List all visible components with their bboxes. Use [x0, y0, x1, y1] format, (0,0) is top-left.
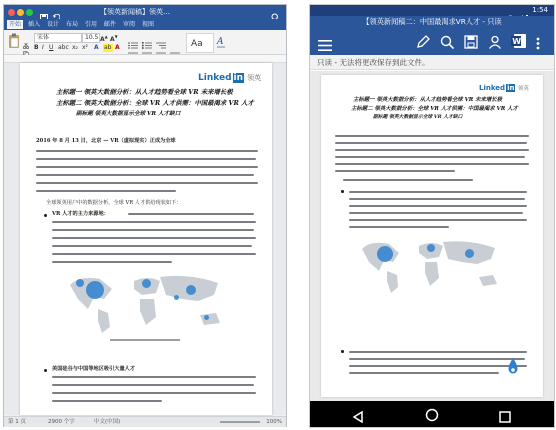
word-app-icon[interactable] — [511, 33, 527, 49]
heading-2: 主标题二 领英大数据分析：全球 VR 人才供需：中国最渴求 VR 人才 — [56, 99, 254, 107]
window-title: 【领英新闻稿】领英… — [100, 8, 170, 16]
share-person-icon[interactable] — [488, 34, 502, 48]
heading-1: 主标题一 领英大数据分析：从人才趋势看全球 VR 未来增长极 — [353, 97, 503, 103]
ribbon — [4, 30, 286, 55]
bullet-dot — [44, 369, 47, 372]
styles-pane-icon[interactable] — [216, 33, 226, 51]
body-line — [52, 376, 256, 378]
world-map-figure — [357, 235, 507, 295]
svg-text:W: W — [512, 37, 522, 46]
android-phone — [309, 4, 555, 428]
tab-references[interactable]: 引用 — [85, 21, 98, 28]
heading-3: 副标题 领英大数据显示全球 VR 人才缺口 — [373, 114, 463, 120]
body-line — [36, 190, 176, 192]
save-icon[interactable] — [464, 34, 478, 48]
back-icon[interactable] — [352, 408, 364, 420]
document-page[interactable] — [321, 75, 543, 397]
italic-button[interactable]: I — [42, 44, 44, 51]
body-line — [52, 229, 254, 231]
body-line — [335, 142, 527, 144]
zoom-slider[interactable] — [220, 421, 260, 423]
zoom-level[interactable]: 100% — [266, 419, 282, 425]
linkedin-logo: Linked in 领英 — [198, 73, 262, 83]
status-page[interactable]: 第 1 页 — [8, 419, 26, 425]
zoom-window-button[interactable] — [26, 9, 33, 16]
paste-icon[interactable] — [8, 33, 20, 49]
body-line — [52, 392, 256, 394]
date-line: 2016 年 8 月 13 日，北京 — VR（虚拟现实）正成为全球 — [36, 138, 176, 144]
underline-button[interactable]: U — [49, 44, 54, 51]
body-line — [335, 163, 529, 165]
search-icon[interactable] — [440, 34, 454, 48]
body-line — [335, 156, 525, 158]
status-words[interactable]: 2900 个字 — [48, 419, 75, 425]
body-line — [52, 253, 256, 255]
bold-button[interactable]: B — [34, 44, 39, 51]
document-title: 【领英新闻稿二：中国最渴求VR人才 - 只读 — [310, 16, 554, 28]
align-right-icon[interactable] — [156, 44, 166, 51]
body-line — [335, 149, 529, 151]
save-icon[interactable] — [40, 7, 48, 15]
tab-design[interactable]: 设计 — [47, 21, 60, 28]
bullet-1-title: VR 人才的主力来源地： — [52, 211, 109, 217]
read-only-banner: 只读 - 无法将更改保存到此文件。 — [310, 55, 554, 70]
font-color-button[interactable]: A — [115, 44, 120, 51]
svg-text:A: A — [217, 37, 224, 47]
body-line — [343, 179, 473, 181]
tab-review[interactable]: 审阅 — [123, 21, 136, 28]
strikethrough-button[interactable]: abc — [58, 44, 69, 51]
tab-insert[interactable]: 插入 — [28, 21, 41, 28]
signal-icon — [516, 7, 523, 14]
app-toolbar — [310, 28, 554, 55]
status-language[interactable]: 中文(中国) — [94, 419, 121, 425]
drop-cursor-icon[interactable] — [507, 357, 519, 375]
map-bubble — [186, 285, 196, 295]
undo-icon[interactable] — [52, 7, 60, 15]
map-bubble — [174, 295, 179, 300]
align-left-icon[interactable] — [128, 44, 138, 51]
status-bar — [4, 416, 286, 427]
bullets-icon[interactable] — [128, 34, 138, 41]
figure-caption — [110, 339, 180, 341]
android-status-bar — [310, 5, 554, 16]
text-effects-button[interactable]: A — [94, 44, 99, 51]
numbering-icon[interactable] — [142, 34, 152, 41]
body-line — [36, 158, 256, 160]
bullet-2-title: 美国硅谷与中国等地区吸引大量人才 — [52, 366, 136, 372]
tab-home[interactable]: 开始 — [9, 21, 22, 28]
title-bar — [4, 5, 286, 19]
body-line — [36, 166, 258, 168]
recents-icon[interactable] — [499, 408, 511, 420]
body-line — [335, 135, 529, 137]
map-bubble — [204, 315, 209, 320]
body-line — [349, 358, 525, 360]
world-map-figure — [64, 269, 232, 335]
map-bubble — [465, 249, 474, 258]
word-window — [3, 4, 287, 427]
heading-2: 主标题二 领英大数据分析：全球 VR 人才供需：中国最渴求 VR 人才 — [351, 106, 518, 112]
wifi-icon — [507, 7, 514, 14]
body-line — [349, 191, 527, 193]
body-line — [52, 245, 252, 247]
intro-line: 全球领英用户中的数据分析，全球 VR 人才供给现状如下： — [46, 200, 182, 206]
heading-1: 主标题一 领英大数据分析：从人才趋势看全球 VR 未来增长极 — [56, 88, 233, 96]
body-line — [349, 372, 499, 374]
copy-icon[interactable] — [23, 42, 28, 47]
android-nav-bar — [310, 401, 554, 427]
body-line — [128, 213, 254, 215]
body-line — [52, 384, 254, 386]
map-bubble — [377, 246, 393, 262]
ribbon-tabs — [4, 19, 286, 30]
svg-text:Aa: Aa — [191, 39, 203, 49]
map-bubble — [76, 279, 84, 287]
font-size-select[interactable]: 10.5 — [82, 33, 100, 43]
map-bubble — [427, 244, 435, 252]
map-bubble — [86, 281, 104, 299]
body-line — [349, 198, 525, 200]
shrink-font-icon[interactable]: A▼ — [110, 34, 118, 43]
multilevel-list-icon[interactable] — [156, 34, 166, 41]
styles-gallery[interactable] — [186, 33, 214, 53]
body-line — [349, 365, 527, 367]
minimize-window-button[interactable] — [17, 9, 24, 16]
tab-view[interactable]: 视图 — [142, 21, 155, 28]
body-line — [349, 212, 523, 214]
heading-3: 副标题 领英大数据显示全球 VR 人才缺口 — [76, 111, 181, 117]
close-window-button[interactable] — [8, 9, 15, 16]
font-name-select[interactable]: 宋体 — [34, 33, 82, 43]
linkedin-logo: Linked in 领英 — [479, 84, 529, 92]
cut-icon[interactable] — [23, 34, 28, 39]
body-line — [36, 174, 254, 176]
align-center-icon[interactable] — [142, 44, 152, 51]
subscript-button[interactable]: x₂ — [72, 44, 78, 51]
home-icon[interactable] — [425, 407, 439, 421]
body-line — [52, 237, 256, 239]
body-line — [349, 351, 527, 353]
bullet-dot — [44, 214, 47, 217]
search-icon[interactable] — [271, 7, 280, 16]
menu-icon[interactable] — [318, 36, 332, 47]
tab-mailings[interactable]: 邮件 — [104, 21, 117, 28]
body-line — [349, 205, 527, 207]
body-line — [335, 170, 455, 172]
battery-icon — [525, 7, 529, 14]
body-line — [52, 261, 172, 263]
body-line — [349, 226, 449, 228]
justify-icon[interactable] — [170, 44, 180, 51]
pen-icon[interactable] — [416, 34, 430, 48]
highlight-button[interactable]: ab — [104, 44, 112, 51]
bullet-dot — [341, 350, 344, 353]
clock: 1:54 — [532, 6, 548, 14]
body-line — [52, 221, 256, 223]
body-line — [36, 182, 258, 184]
superscript-button[interactable]: x² — [82, 44, 88, 51]
bullet-dot — [341, 190, 344, 193]
document-page[interactable] — [20, 63, 272, 415]
ruler[interactable] — [4, 55, 286, 63]
tab-layout[interactable]: 布局 — [66, 21, 79, 28]
more-options-icon[interactable] — [536, 35, 540, 48]
body-line — [349, 219, 527, 221]
map-bubble — [142, 279, 151, 288]
body-line — [52, 400, 162, 402]
grow-font-icon[interactable]: A▲ — [100, 34, 108, 43]
body-line — [36, 150, 258, 152]
